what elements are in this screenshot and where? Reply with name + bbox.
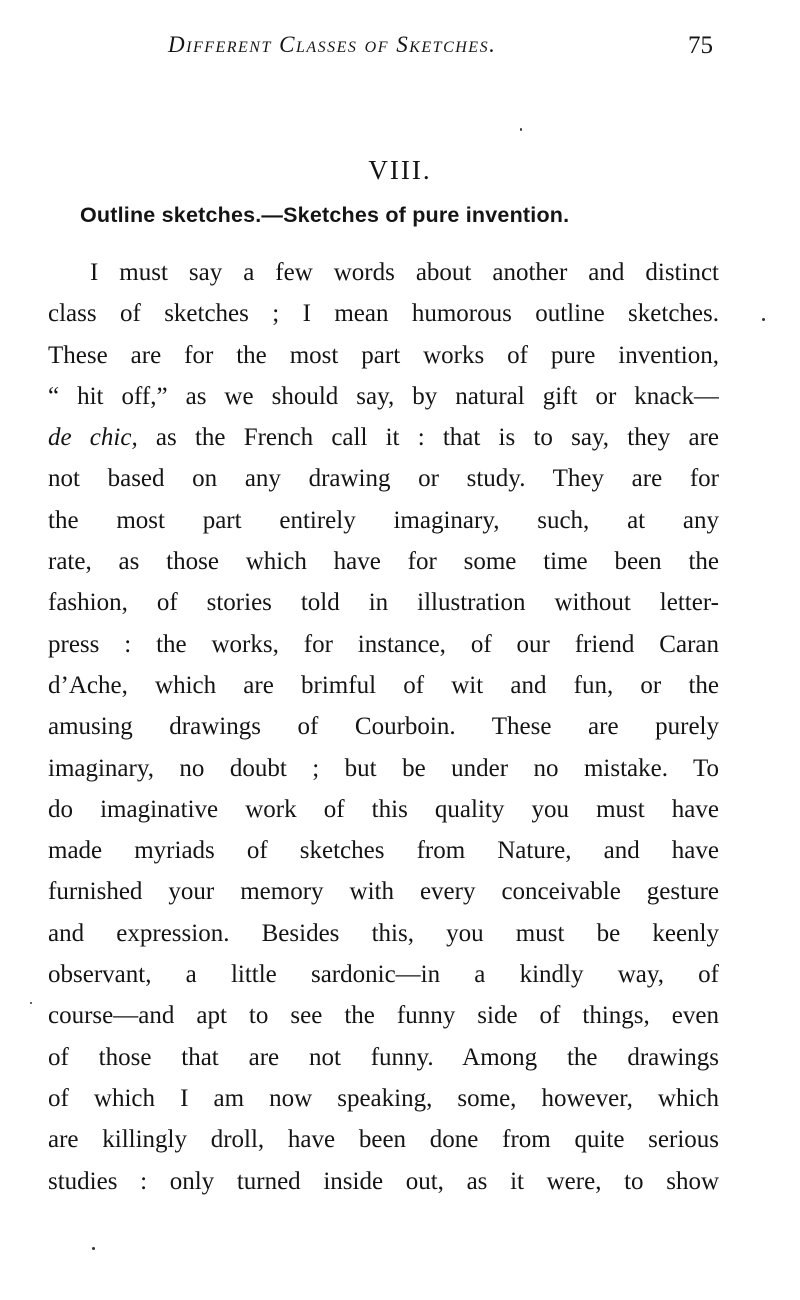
running-title: Different Classes of Sketches.: [168, 32, 497, 57]
text-line: course—and apt to see the funny side of things, even: [48, 1002, 719, 1030]
text-line: fashion, of stories told in illustration without letter-: [48, 589, 719, 617]
text-line: and expression. Besides this, you must be keenly: [48, 919, 719, 947]
scan-speck: [30, 1002, 32, 1004]
italic-phrase: de chic,: [48, 424, 138, 452]
page-number: 75: [688, 32, 713, 59]
text-line: of those that are not funny. Among the drawings: [48, 1043, 719, 1071]
text-line: d’Ache, which are brimful of wit and fun, or the: [48, 671, 719, 699]
text-line: not based on any drawing or study. They are for: [48, 465, 719, 493]
text-line: These are for the most part works of pure invention,: [48, 341, 719, 369]
scan-speck: [92, 1247, 95, 1250]
section-number: VIII.: [368, 155, 432, 185]
text-line: I must say a few words about another and distinct: [90, 259, 719, 286]
text-line: are killingly droll, have been done from quite serious: [48, 1126, 719, 1154]
text-line-rest: as the French call it : that is to say, they are: [155, 424, 719, 452]
text-line: imaginary, no doubt ; but be under no mistake. To: [48, 754, 719, 782]
text-line: studies : only turned inside out, as it were, to show: [48, 1167, 719, 1195]
running-head: [0, 28, 800, 68]
scan-speck: [762, 318, 765, 321]
text-line: do imaginative work of this quality you must have: [48, 795, 719, 823]
text-line: furnished your memory with every conceivable gesture: [48, 878, 719, 906]
text-line: made myriads of sketches from Nature, and have: [48, 837, 719, 865]
scan-speck: [520, 128, 522, 131]
body-text: [48, 252, 719, 1202]
text-line: of which I am now speaking, some, however, which: [48, 1084, 719, 1112]
text-line: press : the works, for instance, of our friend Caran: [48, 630, 719, 658]
text-line: amusing drawings of Courboin. These are purely: [48, 713, 719, 741]
text-line-with-italic: [48, 417, 719, 458]
text-line: the most part entirely imaginary, such, at any: [48, 506, 719, 534]
text-line: rate, as those which have for some time been the: [48, 548, 719, 576]
section-heading: Outline sketches.—Sketches of pure invention.: [80, 203, 570, 227]
text-line: “ hit off,” as we should say, by natural gift or knack—: [48, 382, 719, 410]
text-line: class of sketches ; I mean humorous outline sketches.: [48, 300, 719, 328]
text-line: observant, a little sardonic—in a kindly way, of: [48, 961, 719, 989]
